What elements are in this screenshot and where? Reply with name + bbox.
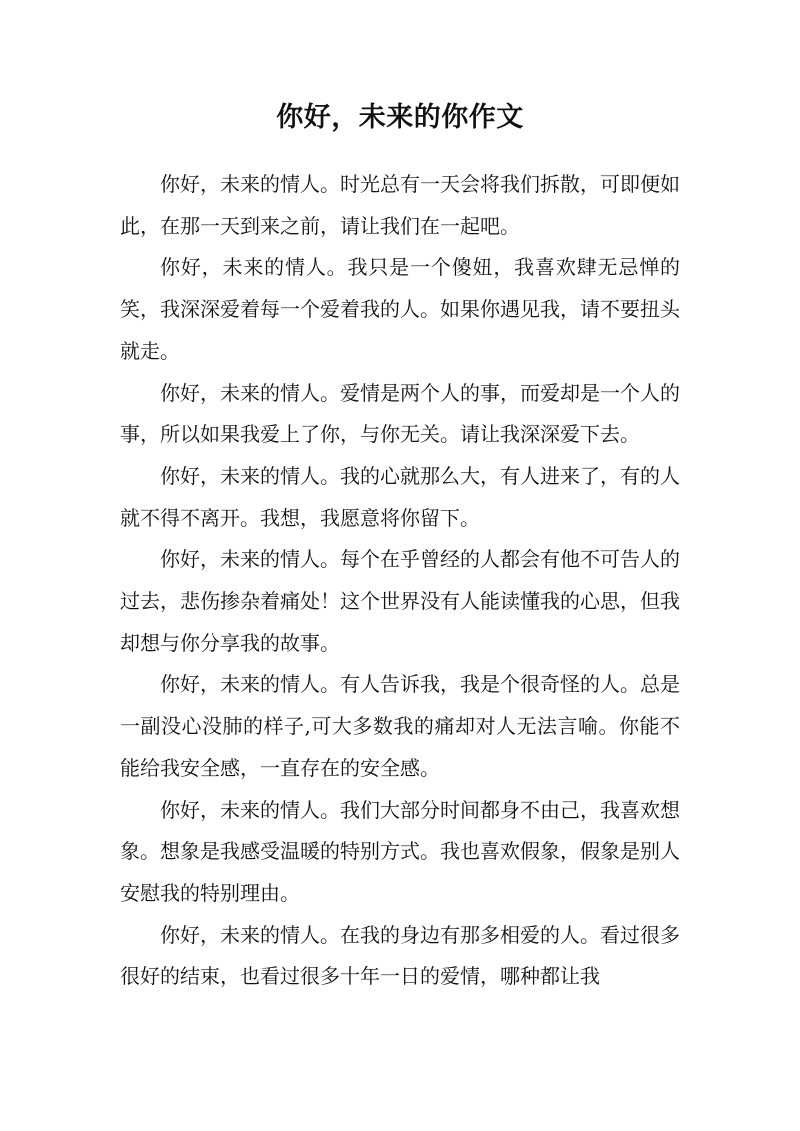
essay-body [120, 164, 680, 998]
essay-paragraph-7: 你好，未来的情人。我们大部分时间都身不由己，我喜欢想象。想象是我感受温暖的特别方式。我也喜欢假象，假象是别人安慰我的特别理由。 [120, 797, 680, 905]
essay-paragraph-5: 你好，未来的情人。每个在乎曾经的人都会有他不可告人的过去，悲伤掺杂着痛处！这个世界没有人能读懂我的心思，但我却想与你分享我的故事。 [120, 547, 680, 655]
essay-paragraph-1: 你好，未来的情人。时光总有一天会将我们拆散，可即便如此，在那一天到来之前，请让我们在一起吧。 [120, 172, 680, 238]
essay-paragraph-6: 你好，未来的情人。有人告诉我，我是个很奇怪的人。总是一副没心没肺的样子,可大多数我的痛却对人无法言喻。你能不能给我安全感，一直存在的安全感。 [120, 672, 680, 780]
essay-paragraph-8: 你好，未来的情人。在我的身边有那多相爱的人。看过很多很好的结束，也看过很多十年一日的爱情，哪种都让我 [120, 922, 680, 989]
essay-paragraph-4: 你好，未来的情人。我的心就那么大，有人进来了，有的人就不得不离开。我想，我愿意将你留下。 [120, 463, 680, 530]
essay-paragraph-2: 你好，未来的情人。我只是一个傻妞，我喜欢肆无忌惮的笑，我深深爱着每一个爱着我的人。如果你遇见我，请不要扭头就走。 [120, 255, 680, 363]
essay-paragraph-3: 你好，未来的情人。爱情是两个人的事，而爱却是一个人的事，所以如果我爱上了你，与你无关。请让我深深爱下去。 [120, 380, 680, 447]
document-title: 你好，未来的你作文 [276, 102, 524, 133]
